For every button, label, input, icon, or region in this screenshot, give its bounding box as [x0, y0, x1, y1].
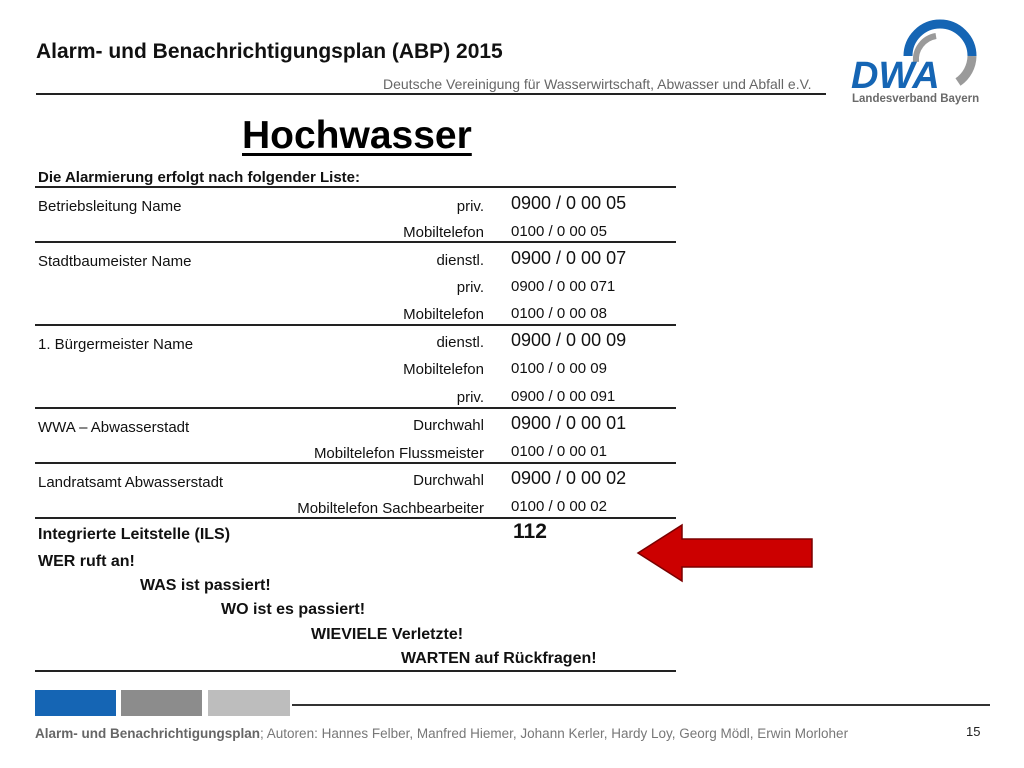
- phone-type: priv.: [456, 198, 484, 215]
- document-title: Hochwasser: [242, 114, 472, 157]
- checklist-item: WER ruft an!: [38, 553, 135, 570]
- phone-number: 0100 / 0 00 02: [511, 498, 607, 515]
- checklist-item: WIEVIELE Verletzte!: [311, 626, 464, 643]
- slide-subtitle: Deutsche Vereinigung für Wasserwirtschaft, Abwasser und Abfall e.V.: [383, 76, 812, 92]
- phone-number: 0900 / 0 00 05: [511, 193, 627, 213]
- footer-authors: ; Autoren: Hannes Felber, Manfred Hiemer, Johann Kerler, Hardy Loy, Georg Mödl, Erwin Morloher: [260, 726, 849, 741]
- phone-type: Durchwahl: [413, 472, 484, 489]
- phone-type: Mobiltelefon Flussmeister: [313, 445, 484, 462]
- emergency-name: Integrierte Leitstelle (ILS): [38, 526, 231, 543]
- table-rule: [35, 407, 676, 409]
- contact-name: Stadtbaumeister Name: [38, 253, 192, 270]
- phone-type: dienstl.: [436, 334, 484, 351]
- footer-bar-light-gray: [208, 690, 290, 716]
- phone-number: 0900 / 0 00 02: [511, 468, 627, 488]
- phone-type: Mobiltelefon: [403, 361, 484, 378]
- checklist-item: WAS ist passiert!: [140, 577, 271, 594]
- logo-label: Landesverband Bayern: [852, 93, 980, 105]
- emergency-number: 112: [513, 520, 547, 543]
- phone-number: 0900 / 0 00 091: [511, 388, 616, 405]
- contact-name: WWA – Abwasserstadt: [38, 419, 190, 436]
- table-rule: [35, 324, 676, 326]
- footer-text: [35, 726, 848, 741]
- contact-name: 1. Bürgermeister Name: [38, 336, 194, 353]
- table-rule: [35, 241, 676, 243]
- phone-type: Durchwahl: [413, 417, 484, 434]
- footer-title: Alarm- und Benachrichtigungsplan: [35, 726, 261, 741]
- checklist-item: WARTEN auf Rückfragen!: [401, 650, 597, 667]
- phone-number: 0100 / 0 00 01: [511, 443, 607, 460]
- contact-name: Betriebsleitung Name: [38, 198, 182, 215]
- phone-type: priv.: [456, 389, 484, 406]
- table-rule: [35, 670, 676, 672]
- footer-divider: [292, 704, 990, 706]
- phone-type: priv.: [456, 279, 484, 296]
- logo-wordmark: DWA: [851, 55, 940, 97]
- document-intro: Die Alarmierung erfolgt nach folgender Liste:: [38, 169, 360, 186]
- header-divider: [36, 93, 826, 95]
- table-rule: [35, 517, 676, 519]
- phone-type: Mobiltelefon: [403, 224, 484, 241]
- red-arrow-icon: [636, 523, 814, 583]
- contact-name: Landratsamt Abwasserstadt: [38, 474, 224, 491]
- page-number: 15: [966, 724, 981, 739]
- table-rule: [35, 462, 676, 464]
- footer-bar-blue: [35, 690, 116, 716]
- footer-bar-gray: [121, 690, 202, 716]
- table-rule: [35, 186, 676, 188]
- phone-number: 0900 / 0 00 07: [511, 248, 627, 268]
- phone-type: dienstl.: [436, 252, 484, 269]
- phone-number: 0100 / 0 00 05: [511, 223, 607, 240]
- slide-title: Alarm- und Benachrichtigungsplan (ABP) 2015: [36, 40, 503, 63]
- phone-type: Mobiltelefon: [403, 306, 484, 323]
- phone-number: 0900 / 0 00 09: [511, 330, 627, 350]
- phone-type: Mobiltelefon Sachbearbeiter: [297, 500, 484, 517]
- phone-number: 0900 / 0 00 01: [511, 413, 627, 433]
- phone-number: 0100 / 0 00 08: [511, 305, 607, 322]
- checklist-item: WO ist es passiert!: [221, 601, 366, 618]
- phone-number: 0900 / 0 00 071: [511, 278, 616, 295]
- phone-number: 0100 / 0 00 09: [511, 360, 607, 377]
